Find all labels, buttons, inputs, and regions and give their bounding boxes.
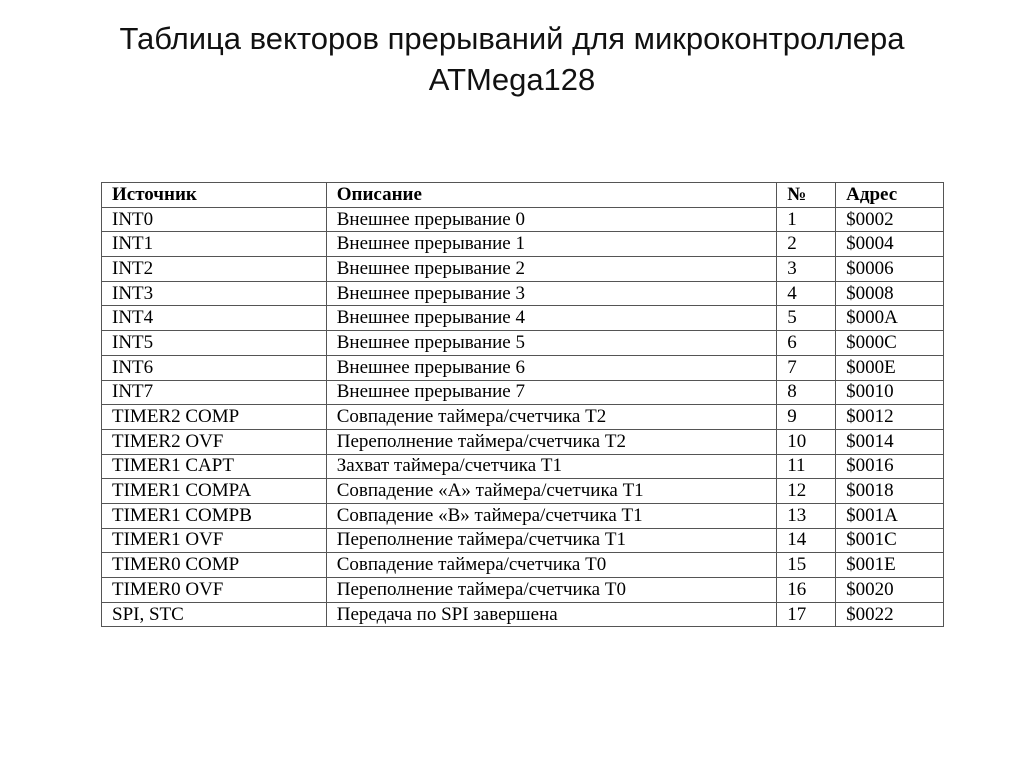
- cell-number: 7: [777, 355, 836, 380]
- cell-source: TIMER2 OVF: [102, 429, 327, 454]
- table-row: [102, 479, 944, 504]
- cell-address: $001A: [836, 503, 944, 528]
- table-row: [102, 281, 944, 306]
- cell-number: 1: [777, 207, 836, 232]
- cell-source: INT5: [102, 331, 327, 356]
- table-body: [102, 207, 944, 627]
- cell-address: $000C: [836, 331, 944, 356]
- table-row: [102, 602, 944, 627]
- cell-address: $000A: [836, 306, 944, 331]
- cell-description: Внешнее прерывание 7: [326, 380, 777, 405]
- cell-source: INT1: [102, 232, 327, 257]
- cell-source: TIMER1 COMPA: [102, 479, 327, 504]
- cell-description: Совпадение таймера/счетчика Т2: [326, 405, 777, 430]
- cell-number: 9: [777, 405, 836, 430]
- table-row: [102, 405, 944, 430]
- cell-address: $000E: [836, 355, 944, 380]
- cell-source: SPI, STC: [102, 602, 327, 627]
- cell-number: 13: [777, 503, 836, 528]
- header-address: Адрес: [836, 183, 944, 208]
- cell-number: 16: [777, 578, 836, 603]
- table-row: [102, 306, 944, 331]
- cell-description: Переполнение таймера/счетчика Т2: [326, 429, 777, 454]
- cell-address: $001E: [836, 553, 944, 578]
- cell-description: Совпадение таймера/счетчика Т0: [326, 553, 777, 578]
- cell-source: INT2: [102, 257, 327, 282]
- cell-description: Переполнение таймера/счетчика Т0: [326, 578, 777, 603]
- cell-number: 5: [777, 306, 836, 331]
- table-row: [102, 380, 944, 405]
- cell-source: TIMER0 OVF: [102, 578, 327, 603]
- cell-address: $0016: [836, 454, 944, 479]
- cell-description: Совпадение «А» таймера/счетчика Т1: [326, 479, 777, 504]
- header-description: Описание: [326, 183, 777, 208]
- cell-address: $0002: [836, 207, 944, 232]
- table-row: [102, 503, 944, 528]
- cell-address: $0020: [836, 578, 944, 603]
- cell-source: INT6: [102, 355, 327, 380]
- interrupt-vector-table: [101, 182, 944, 627]
- cell-address: $001C: [836, 528, 944, 553]
- cell-description: Передача по SPI завершена: [326, 602, 777, 627]
- table-row: [102, 207, 944, 232]
- header-number: №: [777, 183, 836, 208]
- page-title: [40, 18, 984, 100]
- cell-description: Внешнее прерывание 0: [326, 207, 777, 232]
- cell-description: Переполнение таймера/счетчика Т1: [326, 528, 777, 553]
- table-row: [102, 528, 944, 553]
- cell-address: $0010: [836, 380, 944, 405]
- table-row: [102, 232, 944, 257]
- cell-number: 10: [777, 429, 836, 454]
- page-title-line-1: Таблица векторов прерываний для микроконтроллера: [119, 21, 905, 56]
- cell-source: INT4: [102, 306, 327, 331]
- cell-description: Захват таймера/счетчика Т1: [326, 454, 777, 479]
- cell-source: INT7: [102, 380, 327, 405]
- cell-description: Совпадение «В» таймера/счетчика Т1: [326, 503, 777, 528]
- cell-source: TIMER0 COMP: [102, 553, 327, 578]
- cell-number: 17: [777, 602, 836, 627]
- cell-number: 3: [777, 257, 836, 282]
- cell-description: Внешнее прерывание 1: [326, 232, 777, 257]
- cell-description: Внешнее прерывание 4: [326, 306, 777, 331]
- header-source: Источник: [102, 183, 327, 208]
- page-title-line-2: ATMega128: [428, 62, 596, 97]
- cell-address: $0008: [836, 281, 944, 306]
- cell-address: $0006: [836, 257, 944, 282]
- table-row: [102, 331, 944, 356]
- cell-source: TIMER2 COMP: [102, 405, 327, 430]
- cell-address: $0022: [836, 602, 944, 627]
- cell-number: 12: [777, 479, 836, 504]
- cell-address: $0018: [836, 479, 944, 504]
- table-row: [102, 553, 944, 578]
- cell-number: 8: [777, 380, 836, 405]
- table-row: [102, 429, 944, 454]
- cell-source: TIMER1 OVF: [102, 528, 327, 553]
- cell-description: Внешнее прерывание 3: [326, 281, 777, 306]
- cell-source: TIMER1 CAPT: [102, 454, 327, 479]
- cell-number: 6: [777, 331, 836, 356]
- cell-number: 4: [777, 281, 836, 306]
- cell-source: INT0: [102, 207, 327, 232]
- cell-address: $0012: [836, 405, 944, 430]
- cell-number: 14: [777, 528, 836, 553]
- table-row: [102, 578, 944, 603]
- table-row: [102, 257, 944, 282]
- cell-address: $0004: [836, 232, 944, 257]
- cell-description: Внешнее прерывание 6: [326, 355, 777, 380]
- table-row: [102, 454, 944, 479]
- cell-description: Внешнее прерывание 5: [326, 331, 777, 356]
- table-row: [102, 355, 944, 380]
- cell-source: TIMER1 COMPB: [102, 503, 327, 528]
- cell-number: 11: [777, 454, 836, 479]
- cell-description: Внешнее прерывание 2: [326, 257, 777, 282]
- table-header-row: [102, 183, 944, 208]
- cell-source: INT3: [102, 281, 327, 306]
- cell-number: 2: [777, 232, 836, 257]
- cell-address: $0014: [836, 429, 944, 454]
- cell-number: 15: [777, 553, 836, 578]
